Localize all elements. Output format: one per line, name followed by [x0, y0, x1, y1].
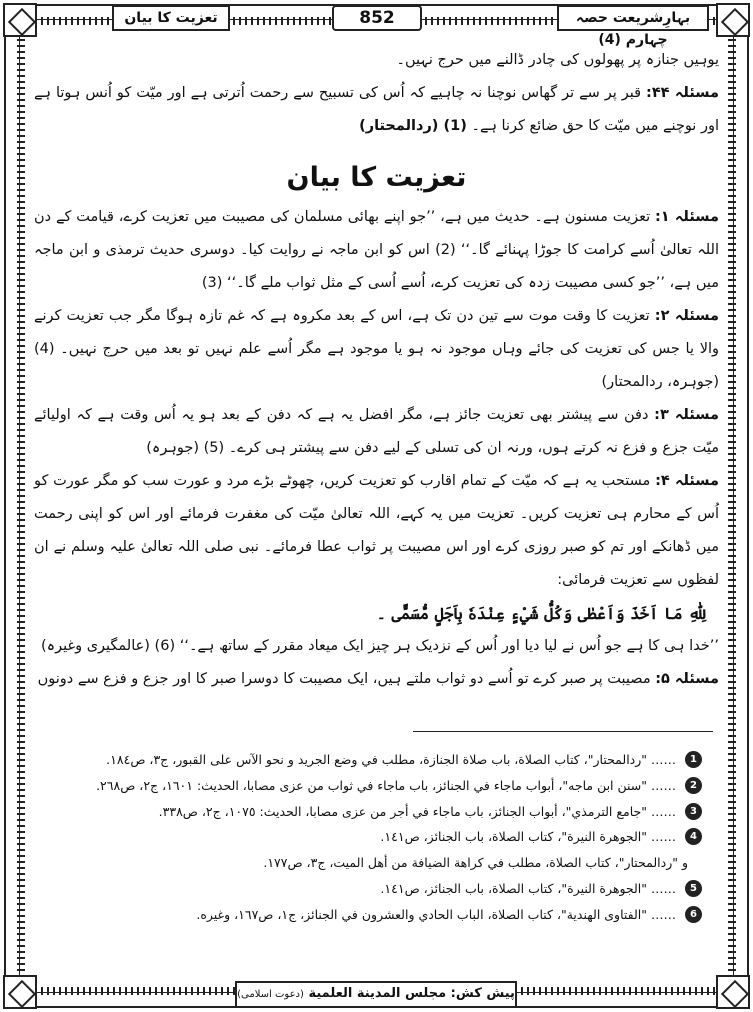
- section-title: تعزیت کا بیان: [286, 162, 467, 193]
- masala-text: قبر پر سے تر گھاس نوچنا نہ چاہیے کہ اُس کی تسبیح سے رحمت اُترتی ہے اور میّت کو اُنس ہوتا ہے اور نوچنے میں میّت کا حق ضائع کرنا ہے۔: [34, 85, 719, 134]
- masala-label: مسئلہ ۳:: [654, 407, 719, 423]
- masala-text: مستحب یہ ہے کہ میّت کے تمام اقارب کو تعزیت کریں، چھوٹے بڑے مرد و عورت سب کو مگر عورت کو اُس کے محارم ہی تعزیت کریں۔ تعزیت میں یہ کہے، اللہ تعالیٰ میّت کی مغفرت فرمائے اور اس کو اپنی رحمت میں ڈھانکے اور تم کو صبر روزی کرے اور اس مصیبت پر ثواب عطا فرمائے۔ نبی صلی اللہ تعالیٰ علیہ وسلم نے ان لفظوں سے تعزیت فرمائی:: [34, 473, 719, 588]
- arabic-dua: لِلّٰهِ مَا اَخَذَ وَاَعْطٰى وَكُلُّ شَيْءٍ عِنْدَهٗ بِاَجَلٍ مُّسَمًّى ۔: [376, 604, 707, 623]
- page-header: [42, 5, 711, 48]
- footer-organization: مجلس المدينة العلمية: [308, 986, 447, 1001]
- footnote: [64, 747, 702, 773]
- footnote-number: 2: [685, 777, 702, 794]
- footnote: [64, 773, 702, 799]
- page-body: [34, 44, 719, 696]
- corner-ornament: [3, 975, 37, 1009]
- footnote-continuation: [64, 850, 702, 876]
- footnote-text: و "ردالمحتار"، كتاب الصلاة، مطلب في كراهة الضيافة من أهل الميت، ج٣، ص١٧٧.: [263, 855, 688, 871]
- footnote-text: …… "الجوهرة النيرة"، كتاب الصلاة، باب الجنائز، ص١٤١.: [380, 880, 676, 896]
- footnote: [64, 824, 702, 850]
- masala-2: [34, 300, 719, 399]
- corner-ornament: [716, 3, 750, 37]
- footnote-text: …… "الجوهرة النيرة"، كتاب الصلاة، باب الجنائز، ص١٤١.: [380, 829, 676, 845]
- page-number: 852: [332, 5, 422, 31]
- footnote: [64, 876, 702, 902]
- footnote: [64, 799, 702, 825]
- footnote-text: …… "سنن ابن ماجه"، أبواب ماجاء في الجنائز، باب ماجاء في ثواب من عزى مصابا، الحديث: ١٦٠١، ج٢، ص٢٦٨.: [96, 777, 676, 793]
- masala-text: تعزیت مسنون ہے۔ حدیث میں ہے، ’’جو اپنے بھائی مسلمان کی مصیبت میں تعزیت کرے، قیامت کے دن اللہ تعالیٰ اُسے کرامت کا جوڑا پہنائے گا۔‘‘ (2) اس کو ابن ماجہ نے روایت کیا۔ دوسری حدیث ترمذی و ابن ماجہ میں ہے، ’’جو کسی مصیبت زدہ کی تعزیت کرے، اُسے اُسی کے مثل ثواب ملے گا۔‘‘ (3): [34, 209, 719, 291]
- footnote-number: 3: [685, 803, 702, 820]
- masala-text: مصیبت پر صبر کرے تو اُسے دو ثواب ملتے ہیں، ایک مصیبت کا دوسرا صبر کا اور جزع و فزع سے دونوں: [37, 671, 651, 687]
- book-title: بہارِشریعت حصہ چہارم (4): [557, 5, 709, 31]
- corner-ornament: [716, 975, 750, 1009]
- footnote: [64, 902, 702, 928]
- masala-label: مسئلہ ۴۴:: [646, 85, 719, 101]
- masala-text: تعزیت کا وقت موت سے تین دن تک ہے، اس کے بعد مکروہ ہے کہ غم تازہ ہوگا مگر جب تعزیت کرنے والا یا جس کی تعزیت کی جائے وہاں موجود نہ ہو یا موجود ہے مگر اُسے علم نہیں تو بعد میں حرج نہیں۔ (4) (جوہرہ، ردالمحتار): [34, 308, 719, 390]
- footnote-divider: [413, 731, 713, 732]
- footnote-text: …… "الفتاوى الهندية"، كتاب الصلاة، الباب الحادي والعشرون في الجنائز، ج١، ص١٦٧، وغيره.: [196, 906, 676, 922]
- footnote-number: 5: [685, 880, 702, 897]
- masala-3: [34, 399, 719, 465]
- masala-4: [34, 465, 719, 597]
- masala-label: مسئلہ ۱:: [654, 209, 719, 225]
- masala-1: [34, 201, 719, 300]
- corner-ornament: [3, 3, 37, 37]
- intro-paragraph: یوہیں جنازہ پر پھولوں کی چادر ڈالنے میں حرج نہیں۔: [396, 52, 719, 68]
- footnote-number: 4: [685, 828, 702, 845]
- footer-subtitle: (دعوت اسلامی): [237, 989, 304, 1000]
- footnote-text: …… "جامع الترمذي"، أبواب الجنائز، باب ماجاء في أجر من عزى مصابا، الحديث: ١٠٧٥، ج٢، ص٣٣٨.: [158, 803, 676, 819]
- footnote-text: …… "ردالمحتار"، كتاب الصلاة، باب صلاة الجنازة، مطلب في وضع الجريد و نحو الآس على القبور، ج٣، ص١٨٤.: [106, 752, 676, 767]
- dua-translation: ’’خدا ہی کا ہے جو اُس نے لیا دیا اور اُس کے نزدیک ہر چیز ایک میعاد مقرر کے ساتھ ہے۔‘‘ (6) (عالمگیری وغیرہ): [40, 638, 719, 654]
- masala-label: مسئلہ ۲:: [654, 308, 719, 324]
- masala-reference: (1) (ردالمحتار): [359, 118, 467, 134]
- footnote-number: 1: [685, 751, 702, 768]
- masala-44: [34, 77, 719, 143]
- page-footer: [235, 981, 517, 1008]
- masala-label: مسئلہ ۵:: [655, 671, 719, 687]
- footnotes: [64, 747, 702, 928]
- footer-prefix: پیش کش:: [450, 986, 515, 1001]
- masala-5: [34, 663, 719, 696]
- footnote-number: 6: [685, 906, 702, 923]
- masala-text: دفن سے پیشتر بھی تعزیت جائز ہے، مگر افضل یہ ہے کہ دفن کے بعد ہو یہ اُس وقت ہے کہ اولیائے میّت جزع و فزع نہ کرتے ہوں، ورنہ ان کی تسلی کے لیے دفن سے پیشتر ہی کرے۔ (5) (جوہرہ): [34, 407, 719, 456]
- chapter-title: تعزیت کا بیان: [112, 5, 230, 31]
- masala-label: مسئلہ ۴:: [655, 473, 720, 489]
